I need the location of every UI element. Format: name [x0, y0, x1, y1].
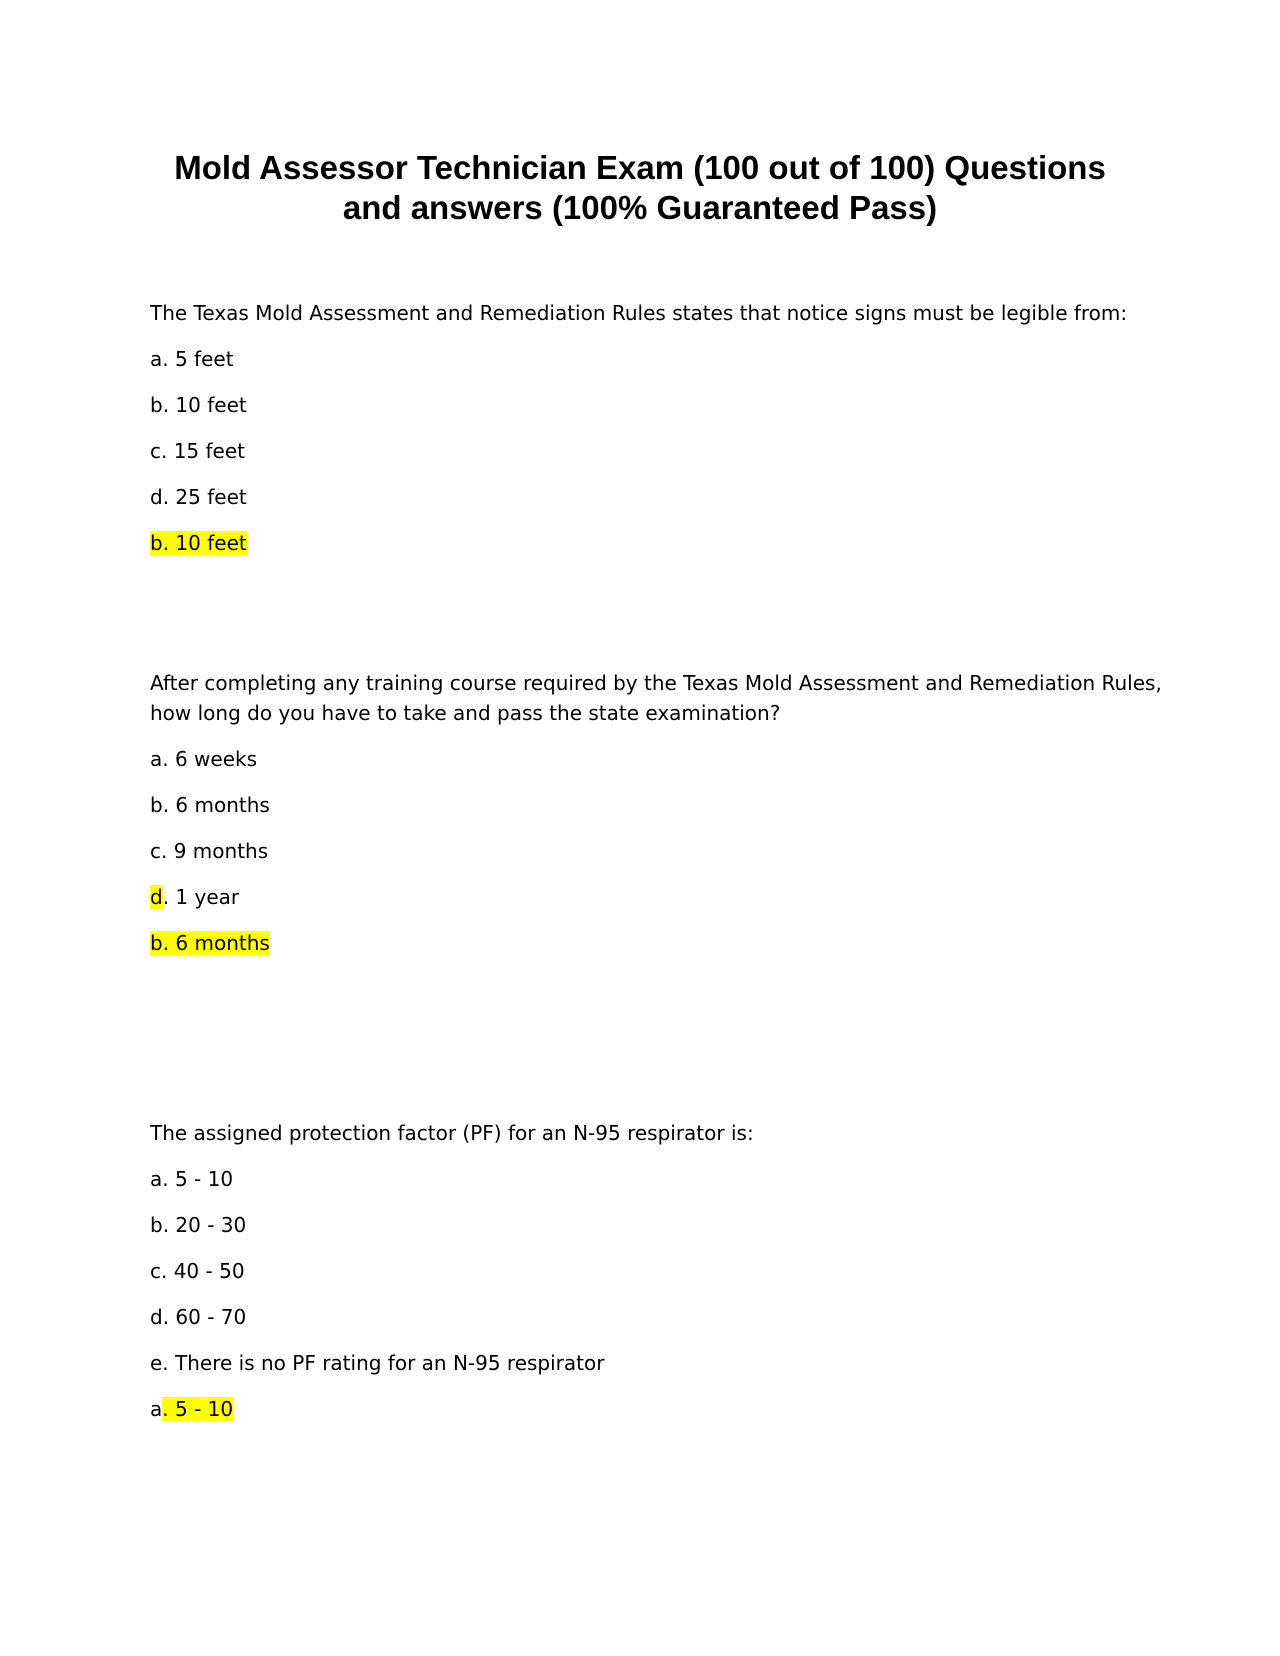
question-1-prompt: The Texas Mold Assessment and Remediation Rules states that notice signs must be legible from: [150, 301, 1128, 325]
question-1-option-b: b. 10 feet [150, 393, 247, 417]
question-1-option-d: d. 25 feet [150, 485, 247, 509]
question-2-option-d [150, 882, 239, 912]
question-3-option-b: b. 20 - 30 [150, 1213, 247, 1237]
question-3-option-e: e. There is no PF rating for an N-95 respirator [150, 1351, 605, 1375]
question-3-option-a: a. 5 - 10 [150, 1167, 234, 1191]
option-d-text: . 1 year [162, 885, 240, 909]
option-letter-highlight: d [150, 885, 163, 909]
question-1-option-a: a. 5 feet [150, 347, 234, 371]
question-1-answer [150, 528, 247, 558]
document-title [150, 148, 1130, 228]
question-3-prompt: The assigned protection factor (PF) for an N-95 respirator is: [150, 1121, 754, 1145]
question-2-answer [150, 928, 270, 958]
question-1-option-c: c. 15 feet [150, 439, 246, 463]
question-2-prompt-line-1: After completing any training course required by the Texas Mold Assessment and Remediation Rules, [150, 671, 1162, 695]
answer-highlight: . 5 - 10 [162, 1397, 234, 1421]
question-2-prompt-line-2: how long do you have to take and pass the state examination? [150, 701, 781, 725]
answer-letter: a [150, 1397, 163, 1421]
question-2-option-b: b. 6 months [150, 793, 270, 817]
question-3-option-d: d. 60 - 70 [150, 1305, 247, 1329]
answer-highlight: b. 6 months [150, 931, 270, 955]
answer-highlight: b. 10 feet [150, 531, 247, 555]
title-line-2: and answers (100% Guaranteed Pass) [342, 189, 938, 226]
question-2-option-a: a. 6 weeks [150, 747, 258, 771]
question-3-answer [150, 1394, 233, 1424]
question-3-option-c: c. 40 - 50 [150, 1259, 245, 1283]
title-line-1: Mold Assessor Technician Exam (100 out of 100) Questions [174, 149, 1106, 186]
question-2-option-c: c. 9 months [150, 839, 269, 863]
